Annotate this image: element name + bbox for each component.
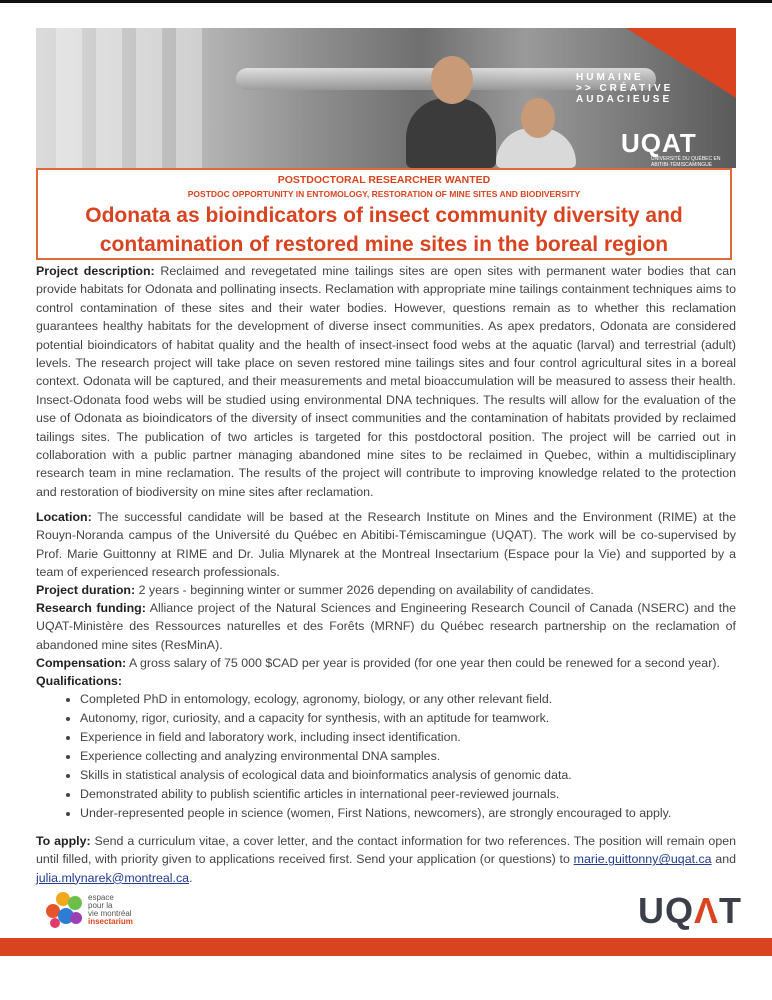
research-funding <box>36 599 736 654</box>
hero-uqat-logo: UQAT <box>621 128 697 158</box>
qualifications-heading <box>36 672 736 690</box>
lab-cabinet <box>56 28 82 168</box>
email-link-mlynarek[interactable]: julia.mlynarek@montreal.ca <box>36 870 190 885</box>
duration-text: 2 years - beginning winter or summer 2026 depending on availability of candidates. <box>135 583 594 597</box>
description-text: Reclaimed and revegetated mine tailings sites are open sites with permanent water bodies that can provide habitats for Odonata and pollinating insects. Reclamation with appropriate mine tailings containment techniques aims to control contamination of these sites and their water bodies. However, questions remain as to whether this reclamation guarantees healthy habitats for the development of diverse insect communities. As apex predators, Odonata are considered potential bioindicators of habitat quality and the health of insect-insect food webs at the aquatic (larval) and terrestrial (adult) levels. The research project will take place on seven restored mine tailings sites and four control agricultural sites in a boreal context. Odonata will be captured, and their measurements and metal bioaccumulation will be measured to assess their health. Insect-Odonata food webs will be studied using environmental DNA techniques. The results will allow for the evaluation of the use of Odonata as bioindicators of the diversity of insect communities and the contamination of habitats provided by reclaimed tailings sites. The publication of two articles is targeted for this postdoctoral position. The project will be carried out in collaboration with a public partner managing abandoned mine sites to be reclaimed in Quebec, within a multidisciplinary research team in mine reclamation. The results of the project will contribute to improving knowledge related to the protection and restoration of biodiversity on mine sites after reclamation. <box>36 264 736 499</box>
how-to-apply <box>36 832 736 887</box>
apply-text: Send a curriculum vitae, a cover letter, and the contact information for two references. The position will remain open until filled, with priority given to applications received first. Send your application (or questions) to <box>36 834 736 867</box>
title-line2: contamination of restored mine sites in the boreal region <box>99 233 669 256</box>
compensation <box>36 654 736 672</box>
slogan-line: AUDACIEUSE <box>576 94 673 105</box>
hero-slogan <box>576 72 673 105</box>
list-item: • Demonstrated ability to publish scientific articles in international peer-reviewed journals. <box>80 785 736 804</box>
logo-dot <box>50 918 60 928</box>
list-item: • Experience in field and laboratory work, including insect identification. <box>80 728 736 747</box>
apply-label: To apply: <box>36 834 91 848</box>
qualifications-list <box>36 690 736 823</box>
espace-line: espace <box>88 893 114 902</box>
header-line2: POSTDOC OPPORTUNITY IN ENTOMOLOGY, RESTORATION OF MINE SITES AND BIODIVERSITY <box>187 189 581 199</box>
logo-dot <box>68 896 82 910</box>
location-text: The successful candidate will be based at the Research Institute on Mines and the Environment (RIME) at the Rouyn-Noranda campus of the Université du Québec en Abitibi-Témiscamingue (UQAT). The work will be co-supervised by Prof. Marie Guittonny at RIME and Dr. Julia Mlynarek at the Montreal Insectarium (Espace pour la Vie) and supported by a team of experienced research professionals. <box>36 510 736 580</box>
list-item: • Under-represented people in science (women, First Nations, newcomers), are strongly encouraged to apply. <box>80 804 736 823</box>
lab-cabinet <box>136 28 162 168</box>
header-line1: POSTDOCTORAL RESEARCHER WANTED <box>277 174 491 186</box>
compensation-label: Compensation: <box>36 656 127 670</box>
espace-line: pour la <box>88 901 113 910</box>
title-box <box>36 168 732 260</box>
duration-label: Project duration: <box>36 583 136 597</box>
compensation-text: A gross salary of 75 000 $CAD per year is provided (for one year then could be renewed for a second year). <box>126 656 720 670</box>
list-item: • Experience collecting and analyzing environmental DNA samples. <box>80 747 736 766</box>
description-label: Project description: <box>36 264 155 278</box>
list-item: • Skills in statistical analysis of ecological data and bioinformatics analysis of genomic data. <box>80 766 736 785</box>
researcher-1-head <box>431 56 473 104</box>
espace-pour-la-vie-logo <box>46 888 146 932</box>
lab-cabinet <box>96 28 122 168</box>
researcher-1 <box>406 98 496 168</box>
email-link-guittonny[interactable]: marie.guittonny@uqat.ca <box>573 852 712 867</box>
uqat-logo-uq: UQ <box>638 890 694 931</box>
slogan-line: >> CRÉATIVE <box>576 83 674 94</box>
list-item: • Autonomy, rigor, curiosity, and a capacity for synthesis, with an aptitude for teamwork. <box>80 709 736 728</box>
apply-end: . <box>189 870 193 885</box>
title-line1: Odonata as bioindicators of insect community diversity and <box>85 204 683 227</box>
qualifications-label: Qualifications: <box>36 674 123 688</box>
espace-logo-text <box>88 894 133 926</box>
uqat-logo-a: Λ <box>694 890 720 931</box>
funding-label: Research funding: <box>36 601 146 615</box>
location <box>36 508 736 582</box>
top-rule <box>0 0 772 3</box>
uqat-logo <box>638 890 742 932</box>
project-description <box>36 262 736 501</box>
hero-uqat-subtitle: UNIVERSITÉ DU QUÉBEC EN ABITIBI-TÉMISCAMINGUE <box>651 156 721 168</box>
funding-text: Alliance project of the Natural Sciences and Engineering Research Council of Canada (NSERC) and the UQAT-Ministère des Ressources naturelles et des Forêts (MRNF) du Québec research partnership on the reclamation of abandoned mine sites (ResMinA). <box>36 601 736 652</box>
list-item: • Completed PhD in entomology, ecology, agronomy, biology, or any other relevant field. <box>80 690 736 709</box>
researcher-2-head <box>521 98 555 138</box>
bottom-accent-bar <box>0 938 772 956</box>
location-label: Location: <box>36 510 92 524</box>
espace-logo-icon <box>46 890 86 930</box>
espace-line: vie montréal <box>88 909 132 918</box>
espace-insectarium: insectarium <box>88 917 133 926</box>
uqat-logo-t: T <box>719 890 743 931</box>
page-title <box>38 201 730 259</box>
lab-cabinet <box>176 28 202 168</box>
project-duration <box>36 581 736 599</box>
hero-photo <box>36 28 736 168</box>
logo-dot <box>70 912 82 924</box>
slogan-line: HUMAINE <box>576 72 644 83</box>
apply-joiner: and <box>711 852 736 867</box>
